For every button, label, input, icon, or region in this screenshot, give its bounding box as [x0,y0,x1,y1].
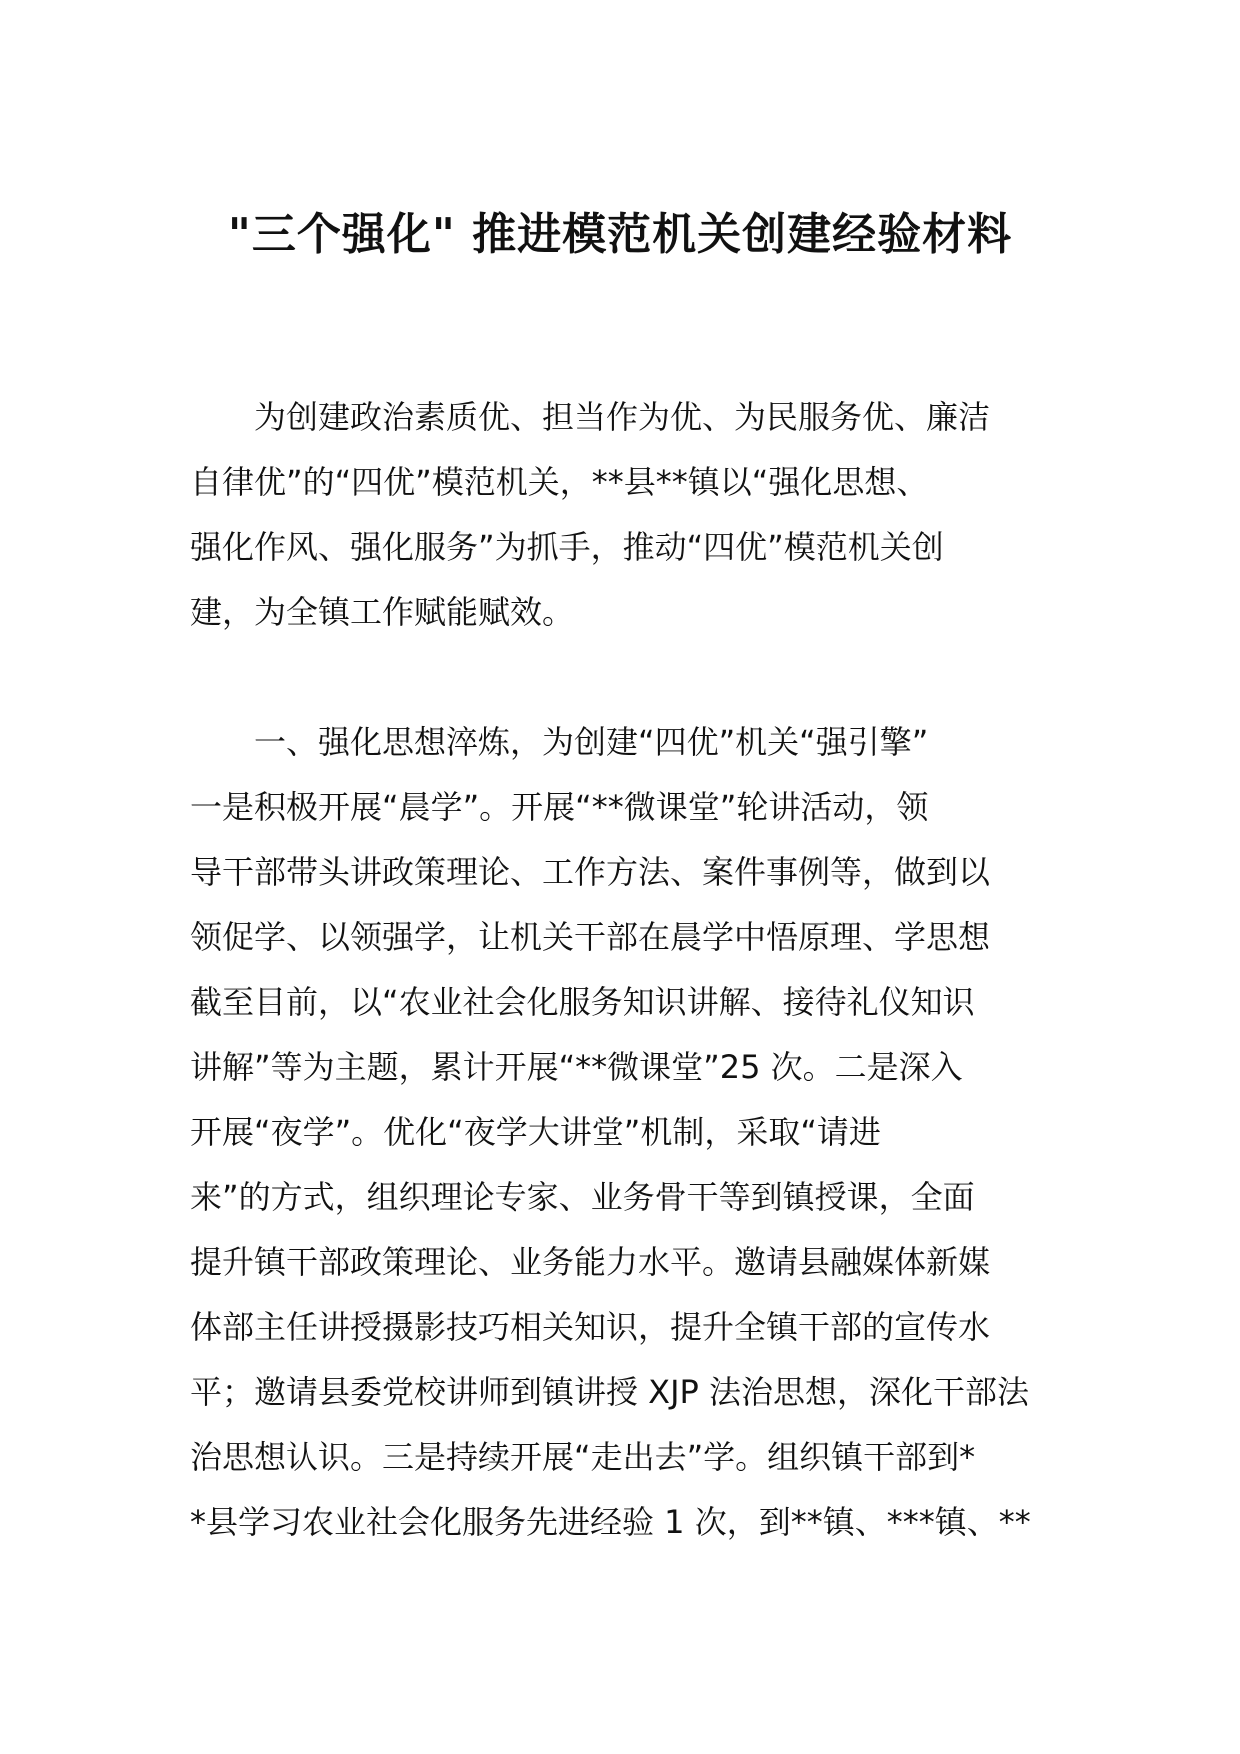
text-line: 治思想认识。三是持续开展“走出去”学。组织镇干部到* [190,1438,976,1476]
text-line: 强化作风、强化服务”为抓手，推动“四优”模范机关创 [190,528,944,566]
text-line: 领促学、以领强学，让机关干部在晨学中悟原理、学思想 [190,918,991,956]
paragraph-section-one [190,710,1050,1555]
text-line: 为创建政治素质优、担当作为优、为民服务优、廉洁 [190,398,991,436]
text-line: 截至目前，以“农业社会化服务知识讲解、接待礼仪知识 [190,983,975,1021]
text-line: 导干部带头讲政策理论、工作方法、案件事例等，做到以 [190,853,991,891]
text-line: 体部主任讲授摄影技巧相关知识，提升全镇干部的宣传水 [190,1308,991,1346]
text-line: 开展“夜学”。优化“夜学大讲堂”机制，采取“请进 [190,1113,881,1151]
text-line: 提升镇干部政策理论、业务能力水平。邀请县融媒体新媒 [190,1243,991,1281]
text-line: 讲解”等为主题，累计开展“**微课堂”25 次。二是深入 [190,1048,963,1086]
text-line: *县学习农业社会化服务先进经验 1 次，到**镇、***镇、** [190,1503,1031,1541]
section-heading-line: 一、强化思想淬炼，为创建“四优”机关“强引擎” [190,723,929,761]
text-line: 平；邀请县委党校讲师到镇讲授 XJP 法治思想，深化干部法 [190,1373,1030,1411]
text-line: 来”的方式，组织理论专家、业务骨干等到镇授课，全面 [190,1178,975,1216]
text-line: 建，为全镇工作赋能赋效。 [190,593,575,631]
document-title: "三个强化" 推进模范机关创建经验材料 [227,209,1013,260]
text-line: 自律优”的“四优”模范机关，**县**镇以“强化思想、 [190,463,929,501]
text-line: 一是积极开展“晨学”。开展“**微课堂”轮讲活动，领 [190,788,929,826]
paragraph-intro [190,385,1050,645]
